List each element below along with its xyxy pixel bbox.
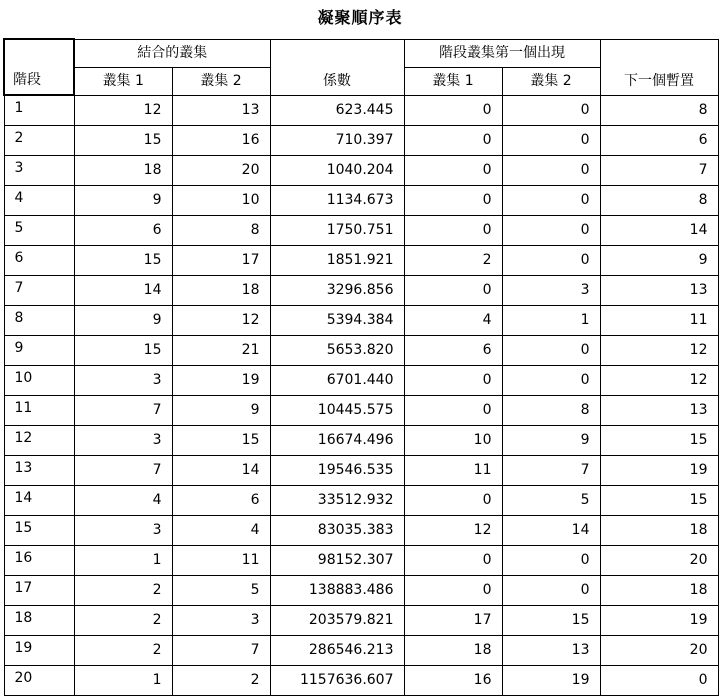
combined-cluster2-cell: 14 [172, 456, 270, 486]
stage-cell: 13 [4, 456, 74, 486]
table-row [4, 95, 718, 126]
next-stage-cell: 20 [600, 636, 718, 666]
combined-cluster1-cell: 7 [74, 396, 172, 426]
stage-cell: 10 [4, 366, 74, 396]
coefficient-cell: 710.397 [270, 126, 404, 156]
first-appear-cluster1-cell: 2 [404, 246, 502, 276]
first-appear-cluster2-cell: 0 [502, 186, 600, 216]
coefficient-cell: 1157636.607 [270, 666, 404, 696]
table-row [4, 516, 718, 546]
coefficient-cell: 286546.213 [270, 636, 404, 666]
combined-cluster2-cell: 7 [172, 636, 270, 666]
first-appear-cluster1-cell: 0 [404, 486, 502, 516]
stage-cell: 4 [4, 186, 74, 216]
next-stage-cell: 9 [600, 246, 718, 276]
stage-cell: 12 [4, 426, 74, 456]
coefficient-cell: 3296.856 [270, 276, 404, 306]
combined-cluster1-cell: 15 [74, 126, 172, 156]
stage-header: 階段 [4, 39, 74, 95]
next-stage-cell: 8 [600, 95, 718, 126]
combined-cluster1-cell: 9 [74, 306, 172, 336]
next-stage-cell: 15 [600, 426, 718, 456]
next-stage-cell: 8 [600, 186, 718, 216]
next-stage-cell: 14 [600, 216, 718, 246]
next-stage-cell: 19 [600, 456, 718, 486]
combined-cluster2-cell: 18 [172, 276, 270, 306]
first-appear-cluster2-cell: 19 [502, 666, 600, 696]
table-body [4, 95, 718, 696]
combined-cluster1-cell: 3 [74, 426, 172, 456]
table-row [4, 426, 718, 456]
combined-cluster2-header: 叢集 2 [172, 67, 270, 95]
stage-cell: 20 [4, 666, 74, 696]
next-stage-header: 下一個暫置 [600, 39, 718, 95]
stage-cell: 6 [4, 246, 74, 276]
first-appear-cluster1-cell: 0 [404, 366, 502, 396]
next-stage-cell: 15 [600, 486, 718, 516]
next-stage-cell: 12 [600, 336, 718, 366]
next-stage-cell: 20 [600, 546, 718, 576]
combined-cluster2-cell: 21 [172, 336, 270, 366]
stage-cell: 3 [4, 156, 74, 186]
first-appear-cluster2-cell: 0 [502, 336, 600, 366]
combined-cluster1-cell: 2 [74, 636, 172, 666]
table-row [4, 336, 718, 366]
stage-cell: 8 [4, 306, 74, 336]
first-appear-cluster2-header: 叢集 2 [502, 67, 600, 95]
first-appear-cluster2-cell: 8 [502, 396, 600, 426]
first-appear-cluster1-cell: 0 [404, 186, 502, 216]
next-stage-cell: 18 [600, 516, 718, 546]
coefficient-cell: 5394.384 [270, 306, 404, 336]
table-row [4, 366, 718, 396]
first-appear-cluster1-cell: 17 [404, 606, 502, 636]
first-appear-cluster1-cell: 0 [404, 576, 502, 606]
first-appear-cluster2-cell: 0 [502, 126, 600, 156]
stage-cell: 1 [4, 95, 74, 126]
coefficient-cell: 1750.751 [270, 216, 404, 246]
first-appear-cluster1-header: 叢集 1 [404, 67, 502, 95]
table-row [4, 576, 718, 606]
first-appear-cluster2-cell: 0 [502, 366, 600, 396]
combined-cluster2-cell: 2 [172, 666, 270, 696]
first-appear-cluster1-cell: 0 [404, 276, 502, 306]
first-appear-cluster2-cell: 0 [502, 95, 600, 126]
combined-cluster1-cell: 7 [74, 456, 172, 486]
coefficient-cell: 16674.496 [270, 426, 404, 456]
first-appear-cluster1-cell: 0 [404, 126, 502, 156]
first-appear-cluster2-cell: 0 [502, 576, 600, 606]
first-appear-cluster2-cell: 0 [502, 546, 600, 576]
first-appear-cluster1-cell: 0 [404, 95, 502, 126]
table-row [4, 156, 718, 186]
table-title: 凝聚順序表 [317, 8, 403, 27]
combined-cluster1-cell: 3 [74, 516, 172, 546]
combined-cluster2-cell: 20 [172, 156, 270, 186]
first-appear-cluster2-cell: 13 [502, 636, 600, 666]
stage-cell: 19 [4, 636, 74, 666]
combined-cluster1-cell: 15 [74, 246, 172, 276]
combined-cluster1-cell: 4 [74, 486, 172, 516]
stage-cell: 18 [4, 606, 74, 636]
combined-cluster1-cell: 3 [74, 366, 172, 396]
next-stage-cell: 7 [600, 156, 718, 186]
combined-cluster2-cell: 6 [172, 486, 270, 516]
combined-cluster2-cell: 5 [172, 576, 270, 606]
stage-cell: 9 [4, 336, 74, 366]
first-appear-cluster2-cell: 5 [502, 486, 600, 516]
combined-cluster2-cell: 4 [172, 516, 270, 546]
next-stage-cell: 12 [600, 366, 718, 396]
coefficient-header: 係數 [270, 39, 404, 95]
first-appear-cluster1-cell: 6 [404, 336, 502, 366]
table-row [4, 486, 718, 516]
coefficient-cell: 1040.204 [270, 156, 404, 186]
table-row [4, 216, 718, 246]
first-appear-cluster1-cell: 18 [404, 636, 502, 666]
first-appear-cluster2-cell: 14 [502, 516, 600, 546]
first-appear-cluster2-cell: 0 [502, 216, 600, 246]
first-appear-cluster1-cell: 11 [404, 456, 502, 486]
table-row [4, 246, 718, 276]
coefficient-cell: 98152.307 [270, 546, 404, 576]
stage-cell: 11 [4, 396, 74, 426]
coefficient-cell: 83035.383 [270, 516, 404, 546]
combined-cluster2-cell: 19 [172, 366, 270, 396]
combined-cluster1-cell: 6 [74, 216, 172, 246]
first-appear-cluster1-cell: 0 [404, 156, 502, 186]
combined-cluster1-cell: 15 [74, 336, 172, 366]
next-stage-cell: 13 [600, 276, 718, 306]
coefficient-cell: 138883.486 [270, 576, 404, 606]
first-appear-cluster1-cell: 12 [404, 516, 502, 546]
table-row [4, 126, 718, 156]
next-stage-cell: 11 [600, 306, 718, 336]
combined-cluster1-cell: 2 [74, 576, 172, 606]
first-appear-cluster1-cell: 16 [404, 666, 502, 696]
table-row [4, 606, 718, 636]
combined-cluster1-cell: 1 [74, 666, 172, 696]
first-appear-header: 階段叢集第一個出現 [404, 39, 600, 67]
stage-cell: 15 [4, 516, 74, 546]
combined-cluster2-cell: 10 [172, 186, 270, 216]
next-stage-cell: 13 [600, 396, 718, 426]
combined-cluster1-cell: 9 [74, 186, 172, 216]
first-appear-cluster2-cell: 3 [502, 276, 600, 306]
combined-cluster2-cell: 13 [172, 95, 270, 126]
combined-cluster2-cell: 11 [172, 546, 270, 576]
coefficient-cell: 19546.535 [270, 456, 404, 486]
combined-cluster2-cell: 3 [172, 606, 270, 636]
stage-cell: 17 [4, 576, 74, 606]
first-appear-cluster1-cell: 0 [404, 216, 502, 246]
next-stage-cell: 18 [600, 576, 718, 606]
next-stage-cell: 6 [600, 126, 718, 156]
coefficient-cell: 33512.932 [270, 486, 404, 516]
coefficient-cell: 5653.820 [270, 336, 404, 366]
table-row [4, 276, 718, 306]
table-row [4, 396, 718, 426]
coefficient-cell: 6701.440 [270, 366, 404, 396]
first-appear-cluster2-cell: 1 [502, 306, 600, 336]
combined-cluster1-cell: 12 [74, 95, 172, 126]
next-stage-cell: 19 [600, 606, 718, 636]
next-stage-cell: 0 [600, 666, 718, 696]
combined-cluster2-cell: 9 [172, 396, 270, 426]
first-appear-cluster2-cell: 0 [502, 246, 600, 276]
combined-cluster1-header: 叢集 1 [74, 67, 172, 95]
stage-cell: 16 [4, 546, 74, 576]
first-appear-cluster1-cell: 0 [404, 546, 502, 576]
combined-cluster1-cell: 14 [74, 276, 172, 306]
combined-cluster2-cell: 15 [172, 426, 270, 456]
combined-cluster1-cell: 1 [74, 546, 172, 576]
table-row [4, 306, 718, 336]
table-row [4, 636, 718, 666]
combined-cluster1-cell: 18 [74, 156, 172, 186]
coefficient-cell: 1134.673 [270, 186, 404, 216]
coefficient-cell: 203579.821 [270, 606, 404, 636]
first-appear-cluster1-cell: 10 [404, 426, 502, 456]
table-row [4, 186, 718, 216]
agglomeration-schedule-table [3, 38, 719, 696]
first-appear-cluster2-cell: 7 [502, 456, 600, 486]
combined-cluster1-cell: 2 [74, 606, 172, 636]
stage-cell: 5 [4, 216, 74, 246]
first-appear-cluster1-cell: 4 [404, 306, 502, 336]
table-row [4, 456, 718, 486]
combined-cluster2-cell: 12 [172, 306, 270, 336]
first-appear-cluster2-cell: 15 [502, 606, 600, 636]
stage-cell: 2 [4, 126, 74, 156]
first-appear-cluster1-cell: 0 [404, 396, 502, 426]
combined-cluster2-cell: 8 [172, 216, 270, 246]
first-appear-cluster2-cell: 0 [502, 156, 600, 186]
combined-cluster2-cell: 17 [172, 246, 270, 276]
coefficient-cell: 1851.921 [270, 246, 404, 276]
combined-cluster2-cell: 16 [172, 126, 270, 156]
table-row [4, 546, 718, 576]
coefficient-cell: 10445.575 [270, 396, 404, 426]
coefficient-cell: 623.445 [270, 95, 404, 126]
table-row [4, 666, 718, 696]
stage-cell: 7 [4, 276, 74, 306]
combined-cluster-header: 結合的叢集 [74, 39, 270, 67]
first-appear-cluster2-cell: 9 [502, 426, 600, 456]
stage-cell: 14 [4, 486, 74, 516]
